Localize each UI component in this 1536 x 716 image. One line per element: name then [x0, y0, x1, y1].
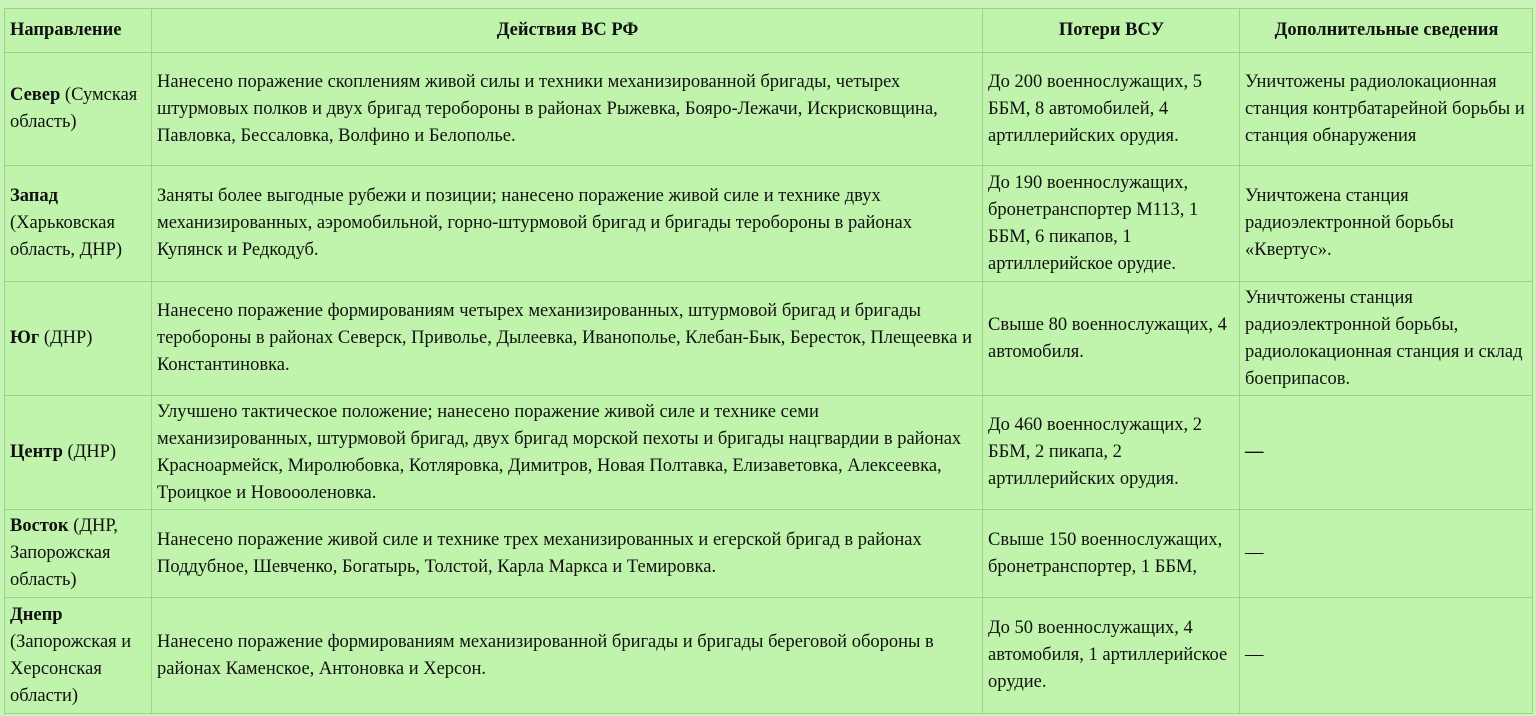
direction-region: (Запорожская и Херсонская области): [10, 631, 132, 706]
direction-cell: [5, 510, 152, 598]
table-row: [5, 510, 1533, 598]
direction-region: (ДНР): [39, 328, 93, 348]
direction-region: (Харьковская область, ДНР): [10, 213, 123, 260]
extra-cell: Уничтожены радиолокационная станция контрбатарейной борьбы и станция обнаружения: [1240, 53, 1533, 166]
actions-cell: Нанесено поражение формированиям механизированной бригады и бригады береговой обороны в районах Каменское, Антоновка и Херсон.: [152, 598, 983, 714]
extra-cell: Уничтожена станция радиоэлектронной борьбы «Квертус».: [1240, 166, 1533, 282]
actions-cell: Нанесено поражение скоплениям живой силы и техники механизированной бригады, четырех штурмовых полков и двух бригад теробороны в районах Рыжевка, Бояро-Лежачи, Искрисковщина, Павловка, Бессаловка, Волфино и Белополье.: [152, 53, 983, 166]
direction-name: Днепр: [10, 604, 63, 625]
direction-region: (ДНР, Запорожская область): [10, 516, 118, 590]
direction-cell: [5, 396, 152, 510]
table-row: [5, 53, 1533, 166]
losses-cell: До 50 военнослужащих, 4 автомобиля, 1 артиллерийское орудие.: [983, 598, 1240, 714]
direction-cell: [5, 282, 152, 396]
actions-cell: Нанесено поражение живой силе и технике трех механизированных и егерской бригад в районах Поддубное, Шевченко, Богатырь, Толстой, Карла Маркса и Темировка.: [152, 510, 983, 598]
table-row: [5, 396, 1533, 510]
header-losses: Потери ВСУ: [983, 9, 1240, 53]
direction-region: (Сумская область): [10, 85, 138, 132]
table-row: [5, 166, 1533, 282]
direction-name: Восток: [10, 516, 69, 536]
direction-cell: [5, 166, 152, 282]
direction-name: Юг: [10, 328, 40, 348]
extra-cell: —: [1240, 396, 1533, 510]
actions-cell: Улучшено тактическое положение; нанесено поражение живой силе и технике семи механизированных, штурмовой бригад, двух бригад морской пехоты и бригады нацгвардии в районах Красноармейск, Миролюбовка, Котляровка, Димитров, Новая Полтавка, Елизаветовка, Алексеевка, Троицкое и Новоооленовка.: [152, 396, 983, 510]
table-row: [5, 598, 1533, 714]
extra-cell: —: [1240, 510, 1533, 598]
losses-cell: [983, 510, 1240, 598]
table-row: [5, 282, 1533, 396]
header-actions: Действия ВС РФ: [152, 9, 983, 53]
direction-name: Центр: [10, 442, 63, 462]
direction-name: Север: [10, 85, 61, 105]
losses-cell: До 460 военнослужащих, 2 ББМ, 2 пикапа, 2 артиллерийских орудия.: [983, 396, 1240, 510]
direction-cell: [5, 598, 152, 714]
losses-cell: До 190 военнослужащих, бронетранспортер М113, 1 ББМ, 6 пикапов, 1 артиллерийское орудие.: [983, 166, 1240, 282]
direction-region: (ДНР): [62, 442, 117, 462]
extra-cell: —: [1240, 598, 1533, 714]
actions-cell: Нанесено поражение формированиям четырех механизированных, штурмовой бригад и бригады теробороны в районах Северск, Приволье, Дылеевка, Иванополье, Клебан-Бык, Бересток, Плещеевка и Константиновка.: [152, 282, 983, 396]
actions-cell: Заняты более выгодные рубежи и позиции; нанесено поражение живой силе и технике двух механизированных, аэромобильной, горно-штурмовой бригад и бригады теробороны в районах Купянск и Редкодуб.: [152, 166, 983, 282]
header-extra: Дополнительные сведения: [1240, 9, 1533, 53]
report-container: [4, 8, 1532, 714]
table-header-row: [5, 9, 1533, 53]
operations-summary-table: [4, 8, 1533, 714]
losses-cell: До 200 военнослужащих, 5 ББМ, 8 автомобилей, 4 артиллерийских орудия.: [983, 53, 1240, 166]
extra-cell: Уничтожены станция радиоэлектронной борьбы, радиолокационная станция и склад боеприпасов.: [1240, 282, 1533, 396]
header-direction: Направление: [5, 9, 152, 53]
losses-text: Свыше 150 военнослужащих, бронетранспортер, 1 ББМ,: [988, 529, 1223, 577]
direction-name: Запад: [10, 186, 59, 206]
losses-cell: Свыше 80 военнослужащих, 4 автомобиля.: [983, 282, 1240, 396]
direction-cell: [5, 53, 152, 166]
